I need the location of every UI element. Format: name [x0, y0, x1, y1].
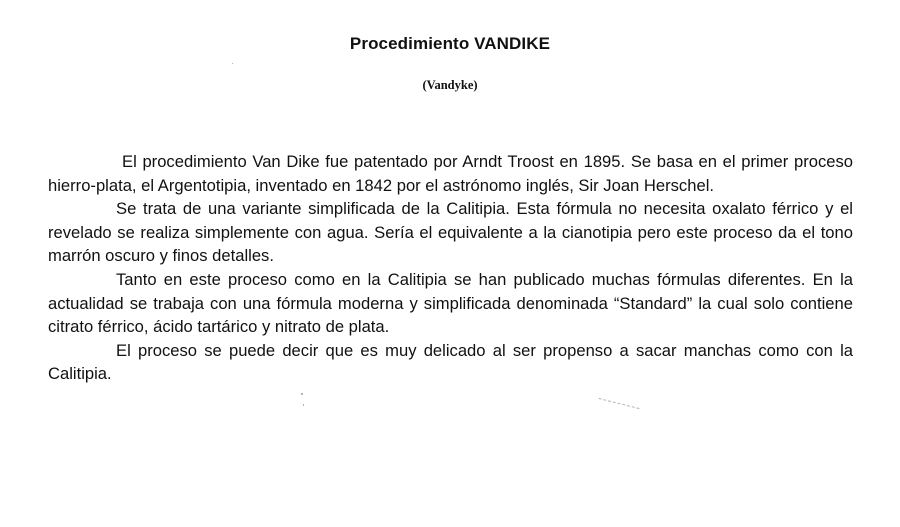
scan-speck [303, 404, 304, 406]
body-paragraph-3: Tanto en este proceso como en la Calitipia se han publicado muchas fórmulas diferentes. En la actualidad se trabaja con una fórmula moderna y simplificada denominada “Standard” la cual solo contiene citrato férrico, ácido tartárico y nitrato de plata. [48, 269, 853, 337]
scan-speck [301, 393, 303, 395]
scan-smudge [599, 398, 640, 409]
scan-speck [232, 63, 233, 64]
document-title: Procedimiento VANDIKE [349, 34, 551, 53]
document-body [48, 150, 853, 386]
body-paragraph-4: El proceso se puede decir que es muy delicado al ser propenso a sacar manchas como con la Calitipia. [48, 340, 853, 384]
document-subtitle: (Vandyke) [422, 78, 478, 92]
body-paragraph-2: Se trata de una variante simplificada de la Calitipia. Esta fórmula no necesita oxalato férrico y el revelado se realiza simplemente con agua. Sería el equivalente a la cianotipia pero este proceso da el tono marrón oscuro y finos detalles. [48, 199, 853, 266]
body-paragraph-1: El procedimiento Van Dike fue patentado por Arndt Troost en 1895. Se basa en el primer proceso hierro-plata, el Argentotipia, inventado en 1842 por el astrónomo inglés, Sir Joan Herschel. [48, 152, 853, 195]
